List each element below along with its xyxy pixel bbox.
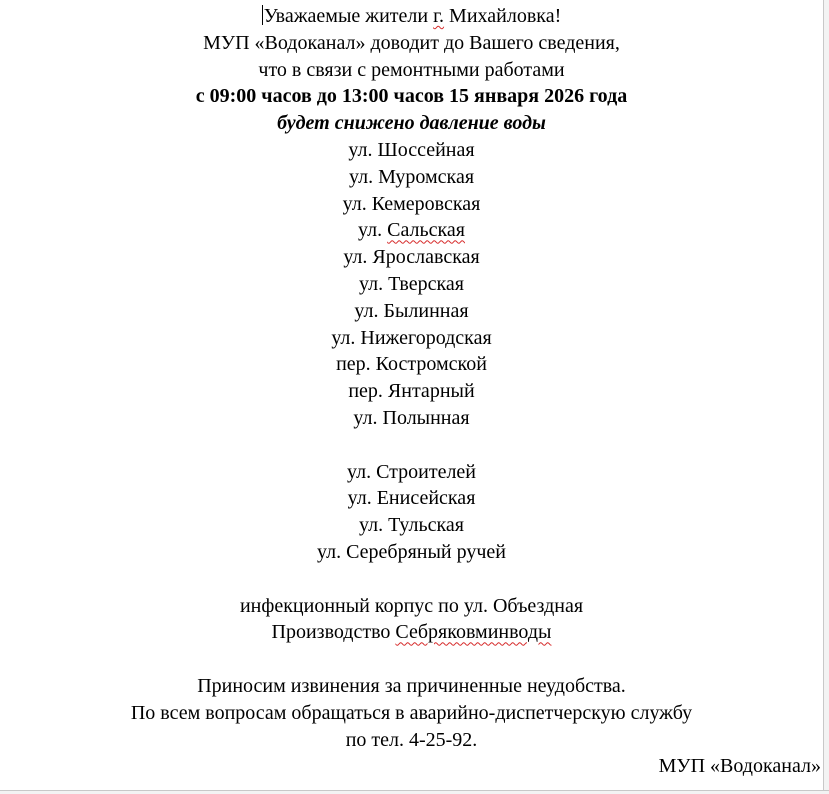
intro-line-2: что в связи с ремонтными работами: [258, 58, 565, 81]
apology-line: Приносим извинения за причиненные неудобства.: [197, 674, 626, 697]
facility-line-2: [0, 619, 823, 646]
facility-misspelled-word[interactable]: Себряковминводы: [395, 621, 552, 644]
street-prefix: ул.: [358, 219, 388, 242]
page-edge-right: [823, 0, 829, 794]
street-line: ул. Строителей: [346, 460, 477, 483]
contact-line-2: по тел. 4-25-92.: [345, 728, 478, 751]
greeting-text-end: Михайловка!: [444, 5, 562, 27]
contact-line-1: По всем вопросам обращаться в аварийно-диспетчерскую службу: [130, 701, 693, 724]
street-line: ул. Ярославская: [343, 246, 480, 269]
greeting-text-start: Уважаемые жители: [263, 5, 434, 27]
signature-line: МУП «Водоканал»: [658, 755, 821, 778]
blank-line: [0, 646, 823, 673]
street-line: ул. Тульская: [359, 514, 464, 537]
page-edge-bottom: [0, 790, 829, 794]
blank-line: [0, 432, 823, 459]
street-line: ул. Полынная: [353, 406, 470, 429]
notice-line: будет снижено давление воды: [277, 112, 546, 135]
document-body[interactable]: [0, 3, 823, 780]
greeting-misspelled-word[interactable]: г.: [433, 5, 445, 27]
facility-prefix: Производство: [271, 621, 396, 644]
street-line: ул. Тверская: [359, 272, 464, 295]
street-line: ул. Нижегородская: [331, 326, 492, 349]
street-line: ул. Былинная: [354, 299, 469, 322]
street-line: ул. Кемеровская: [342, 192, 481, 215]
street-line-salskaya: [0, 217, 823, 244]
blank-line: [0, 566, 823, 593]
intro-line-1: МУП «Водоканал» доводит до Вашего сведения,: [203, 31, 620, 54]
facility-line-1: инфекционный корпус по ул. Объездная: [239, 594, 584, 617]
street-line: ул. Муромская: [348, 165, 475, 188]
text-cursor: [262, 5, 263, 25]
street-line: ул. Серебряный ручей: [316, 540, 507, 563]
street-misspelled-word[interactable]: Сальская: [387, 219, 465, 242]
greeting-line: [0, 3, 823, 30]
street-line: ул. Шоссейная: [348, 138, 475, 161]
street-line: ул. Енисейская: [347, 487, 476, 510]
street-line: пер. Костромской: [336, 353, 487, 376]
time-line: с 09:00 часов до 13:00 часов 15 января 2026 года: [195, 85, 628, 108]
street-line: пер. Янтарный: [348, 380, 475, 403]
